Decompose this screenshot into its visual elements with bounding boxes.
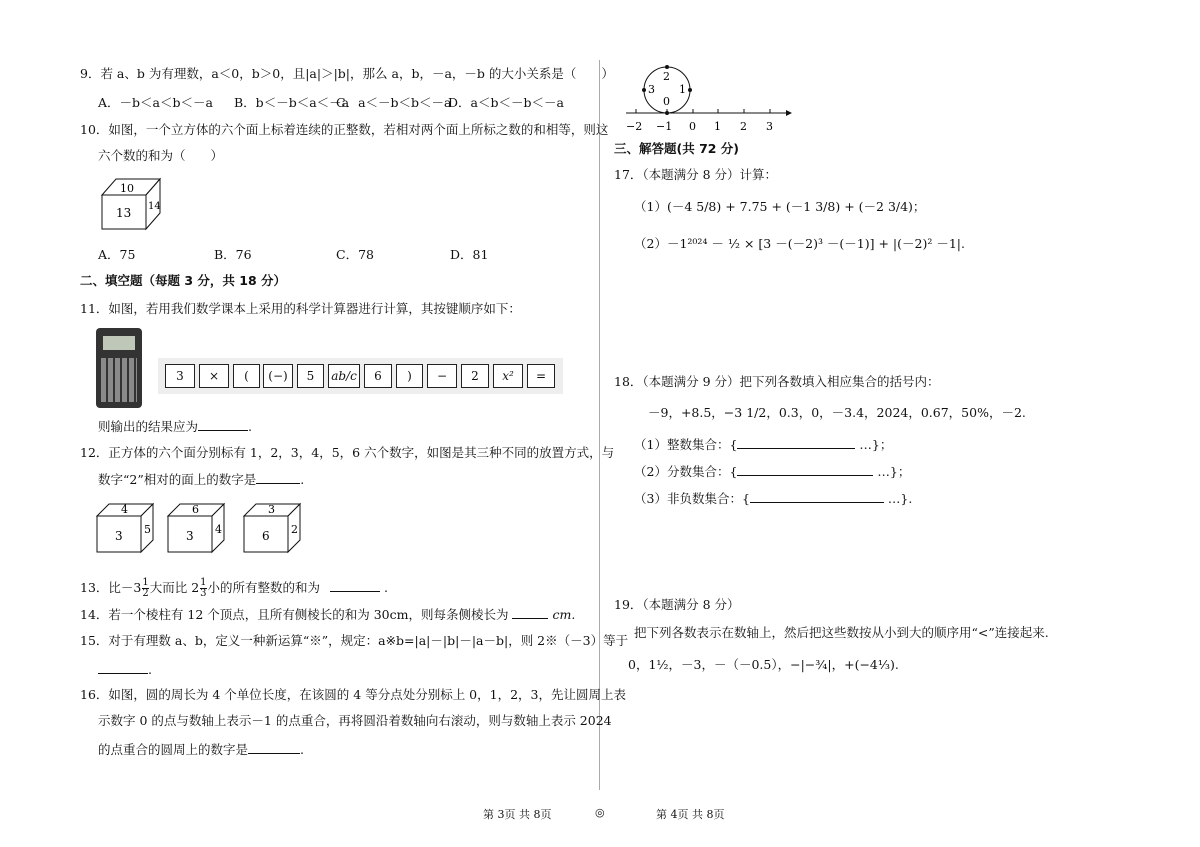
svg-text:6: 6	[192, 503, 199, 516]
svg-text:5: 5	[144, 523, 151, 536]
question-16: 16．如图，圆的周长为 4 个单位长度，在该圆的 4 等分点处分别标上 0，1，2，3，先让圆周上表	[80, 687, 626, 702]
svg-text:3: 3	[766, 120, 773, 133]
question-11-answer-line: 则输出的结果应为 .	[98, 419, 252, 434]
svg-text:1: 1	[714, 120, 721, 133]
svg-text:−2: −2	[626, 120, 643, 133]
footer-page-left: 第 3页 共 8页	[483, 808, 552, 821]
calc-key: )	[396, 364, 423, 388]
svg-text:1: 1	[679, 83, 686, 96]
cube-front-number: 13	[116, 206, 132, 220]
calc-key: (	[233, 364, 260, 388]
question-12: 12．正方体的六个面分别标有 1，2，3，4，5，6 六个数字，如图是其三种不同的放置方式，与	[80, 445, 615, 460]
question-14: 14．若一个棱柱有 12 个顶点，且所有侧棱长的和为 30cm，则每条侧棱长为 cm.	[80, 607, 576, 622]
question-17-part-1: （1）(－4 5/8) + 7.75 + (－1 3/8) + (－2 3/4)；	[634, 199, 926, 214]
svg-text:4: 4	[215, 523, 222, 536]
calc-key: 6	[364, 364, 392, 388]
svg-text:3: 3	[186, 529, 194, 543]
section-2-heading: 二、填空题（每题 3 分，共 18 分）	[80, 273, 287, 288]
question-19: 19．（本题满分 8 分）	[614, 597, 740, 612]
calc-key: =	[527, 364, 555, 388]
q9-option-b: B．b＜－b＜a＜－a	[234, 95, 350, 110]
calc-key: ab/c	[328, 364, 360, 388]
svg-text:−1: −1	[656, 120, 673, 133]
question-10-cont: 六个数的和为（ ）	[98, 148, 224, 163]
calc-key: x²	[493, 364, 523, 388]
column-divider	[599, 60, 600, 790]
calc-key: 2	[461, 364, 489, 388]
question-17: 17．（本题满分 8 分）计算：	[614, 167, 778, 182]
question-18-numbers: －9，+8.5，−3 1/2，0.3，0，－3.4，2024，0.67，50%，－2.	[648, 405, 1026, 420]
calc-key: 5	[297, 364, 324, 388]
question-9: 9．若 a、b 为有理数，a＜0，b＞0，且|a|＞|b|，那么 a，b，－a，－b 的大小关系是（ ）	[80, 66, 614, 81]
q10-option-c: C．78	[336, 247, 374, 262]
q9-option-c: C．a＜－b＜b＜－a	[336, 95, 452, 110]
q10-option-a: A．75	[98, 247, 136, 262]
footer-page-right: 第 4页 共 8页	[656, 808, 725, 821]
question-18-set-2: （2）分数集合：{ …}；	[634, 464, 911, 479]
question-12-cont: 数字“2”相对的面上的数字是 .	[98, 472, 305, 487]
question-18-set-1: （1）整数集合：{ …}；	[634, 437, 893, 452]
svg-text:2: 2	[740, 120, 747, 133]
svg-text:4: 4	[121, 503, 128, 516]
question-15-blank: .	[98, 661, 152, 678]
svg-text:0: 0	[663, 95, 670, 108]
svg-text:2: 2	[663, 70, 670, 83]
q9-option-a: A．－b＜a＜b＜－a	[98, 95, 213, 110]
calc-key: 3	[165, 364, 195, 388]
q10-option-d: D．81	[450, 247, 489, 262]
cube-top-number: 10	[120, 182, 134, 195]
question-13: 13．比－3 $\frac{1}{2}$ 大而比 2 $\frac{1}{3}$ 小的所有整数的和为 .	[80, 577, 388, 599]
question-11: 11．如图，若用我们数学课本上采用的科学计算器进行计算，其按键顺序如下：	[80, 301, 521, 316]
svg-text:6: 6	[262, 529, 270, 543]
section-3-heading: 三、解答题(共 72 分)	[614, 141, 740, 156]
svg-text:2: 2	[291, 523, 298, 536]
calc-key: (−)	[263, 364, 293, 388]
cube-side-number: 14	[148, 201, 161, 212]
q10-option-b: B．76	[214, 247, 252, 262]
question-15: 15．对于有理数 a、b，定义一种新运算“※”，规定：a※b=|a|－|b|－|a－b|，则 2※（－3）等于	[80, 633, 629, 648]
svg-text:3: 3	[115, 529, 123, 543]
q9-option-d: D．a＜b＜－b＜－a	[448, 95, 564, 110]
calc-key: −	[427, 364, 457, 388]
svg-text:3: 3	[648, 83, 655, 96]
three-cubes-figure	[94, 500, 314, 556]
calc-key: ×	[199, 364, 229, 388]
question-17-part-2: （2）－1²⁰²⁴ － ½ × [3 －(－2)³ －(－1)] + |(－2)² －1|.	[634, 236, 965, 251]
question-19-numbers: 0，1½，－3，－（－0.5），−|−¾|，+(−4⅓).	[628, 657, 899, 672]
question-16-cont2: 的点重合的圆周上的数字是 .	[98, 742, 304, 757]
circle-number-line-figure	[622, 60, 794, 134]
question-10: 10．如图，一个立方体的六个面上标着连续的正整数，若相对两个面上所标之数的和相等，则这	[80, 122, 609, 137]
question-19-instruction: 把下列各数表示在数轴上，然后把这些数按从小到大的顺序用“<”连接起来.	[634, 625, 1049, 640]
cube-figure-10	[98, 173, 164, 235]
calculator-image	[96, 328, 142, 408]
footer-center-mark: ◎	[595, 806, 605, 819]
question-18-set-3: （3）非负数集合：{ …}.	[634, 491, 913, 506]
question-18: 18．（本题满分 9 分）把下列各数填入相应集合的括号内：	[614, 374, 940, 389]
svg-text:0: 0	[689, 120, 696, 133]
question-16-cont: 示数字 0 的点与数轴上表示－1 的点重合，再将圆沿着数轴向右滚动，则与数轴上表示 2024	[98, 713, 612, 728]
svg-text:3: 3	[268, 503, 275, 516]
